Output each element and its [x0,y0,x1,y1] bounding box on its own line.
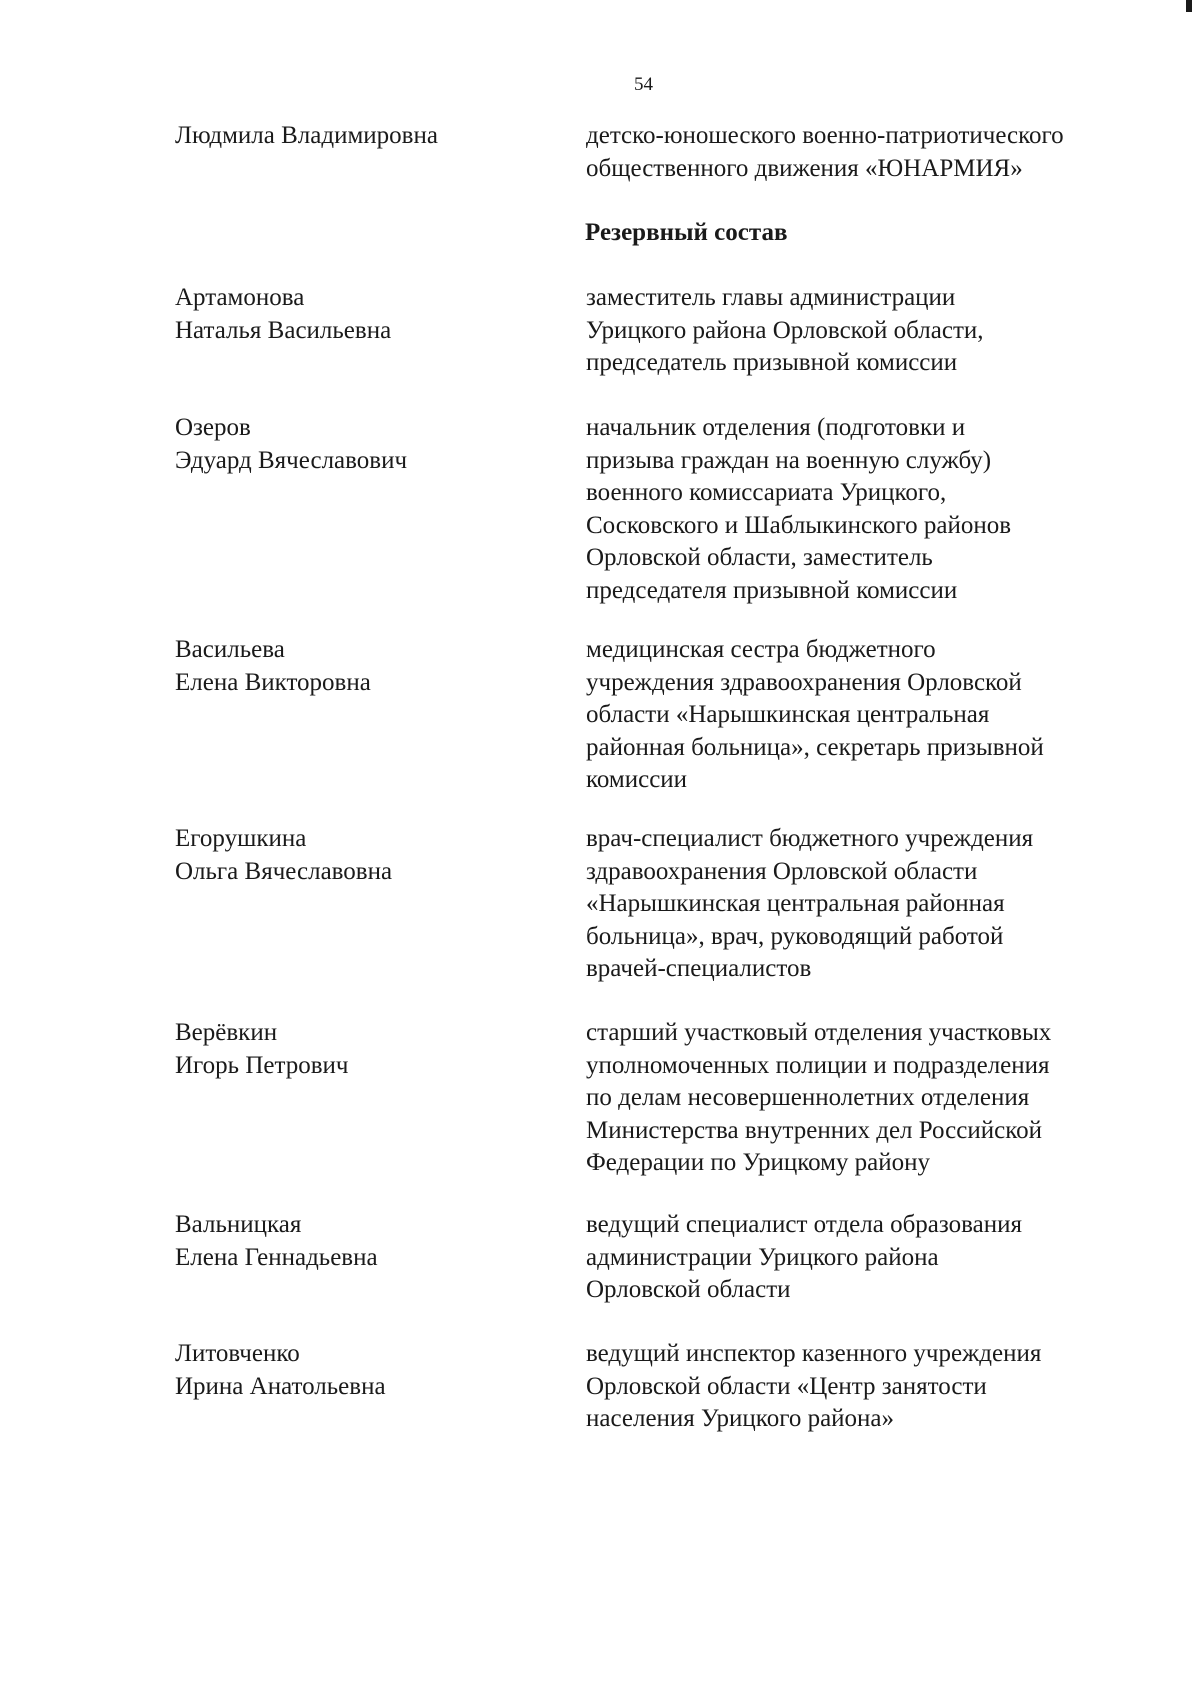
member-name: Артамонова Наталья Васильевна [175,284,392,344]
member-name: Вальницкая Елена Геннадьевна [175,1211,378,1271]
scan-edge-mark [1186,0,1192,12]
member-name: Васильева Елена Викторовна [175,636,371,696]
continuation-name: Людмила Владимировна [175,122,438,149]
continuation-description: детско-юношеского военно-патриотического общественного движения «ЮНАРМИЯ» [586,122,1064,182]
member-name: Литовченко Ирина Анатольевна [175,1340,386,1400]
page-number: 54 [634,74,653,95]
member-description: старший участковый отделения участковых уполномоченных полиции и подразделения по делам несовершеннолетних отделения Министерства внутренних дел Российской Федерации по Урицкому району [586,1019,1052,1176]
member-description: врач-специалист бюджетного учреждения здравоохранения Орловской области «Нарышкинская центральная районная больница», врач, руководящий работой врачей-специалистов [586,825,1034,982]
member-description: ведущий специалист отдела образования администрации Урицкого района Орловской области [586,1211,1022,1303]
member-description: ведущий инспектор казенного учреждения Орловской области «Центр занятости населения Урицкого района» [586,1340,1042,1432]
member-description: медицинская сестра бюджетного учреждения здравоохранения Орловской области «Нарышкинская центральная районная больница», секретарь призывной комиссии [586,636,1044,793]
member-name: Озеров Эдуард Вячеславович [175,414,408,474]
section-heading-reserve: Резервный состав [585,219,788,246]
member-description: начальник отделения (подготовки и призыва граждан на военную службу) военного комиссариата Урицкого, Сосковского и Шаблыкинского районов Орловской области, заместитель председателя призывной комиссии [586,414,1012,604]
member-name: Егорушкина Ольга Вячеславовна [175,825,393,885]
member-name: Верёвкин Игорь Петрович [175,1019,349,1079]
member-description: заместитель главы администрации Урицкого района Орловской области, председатель призывной комиссии [586,284,984,376]
